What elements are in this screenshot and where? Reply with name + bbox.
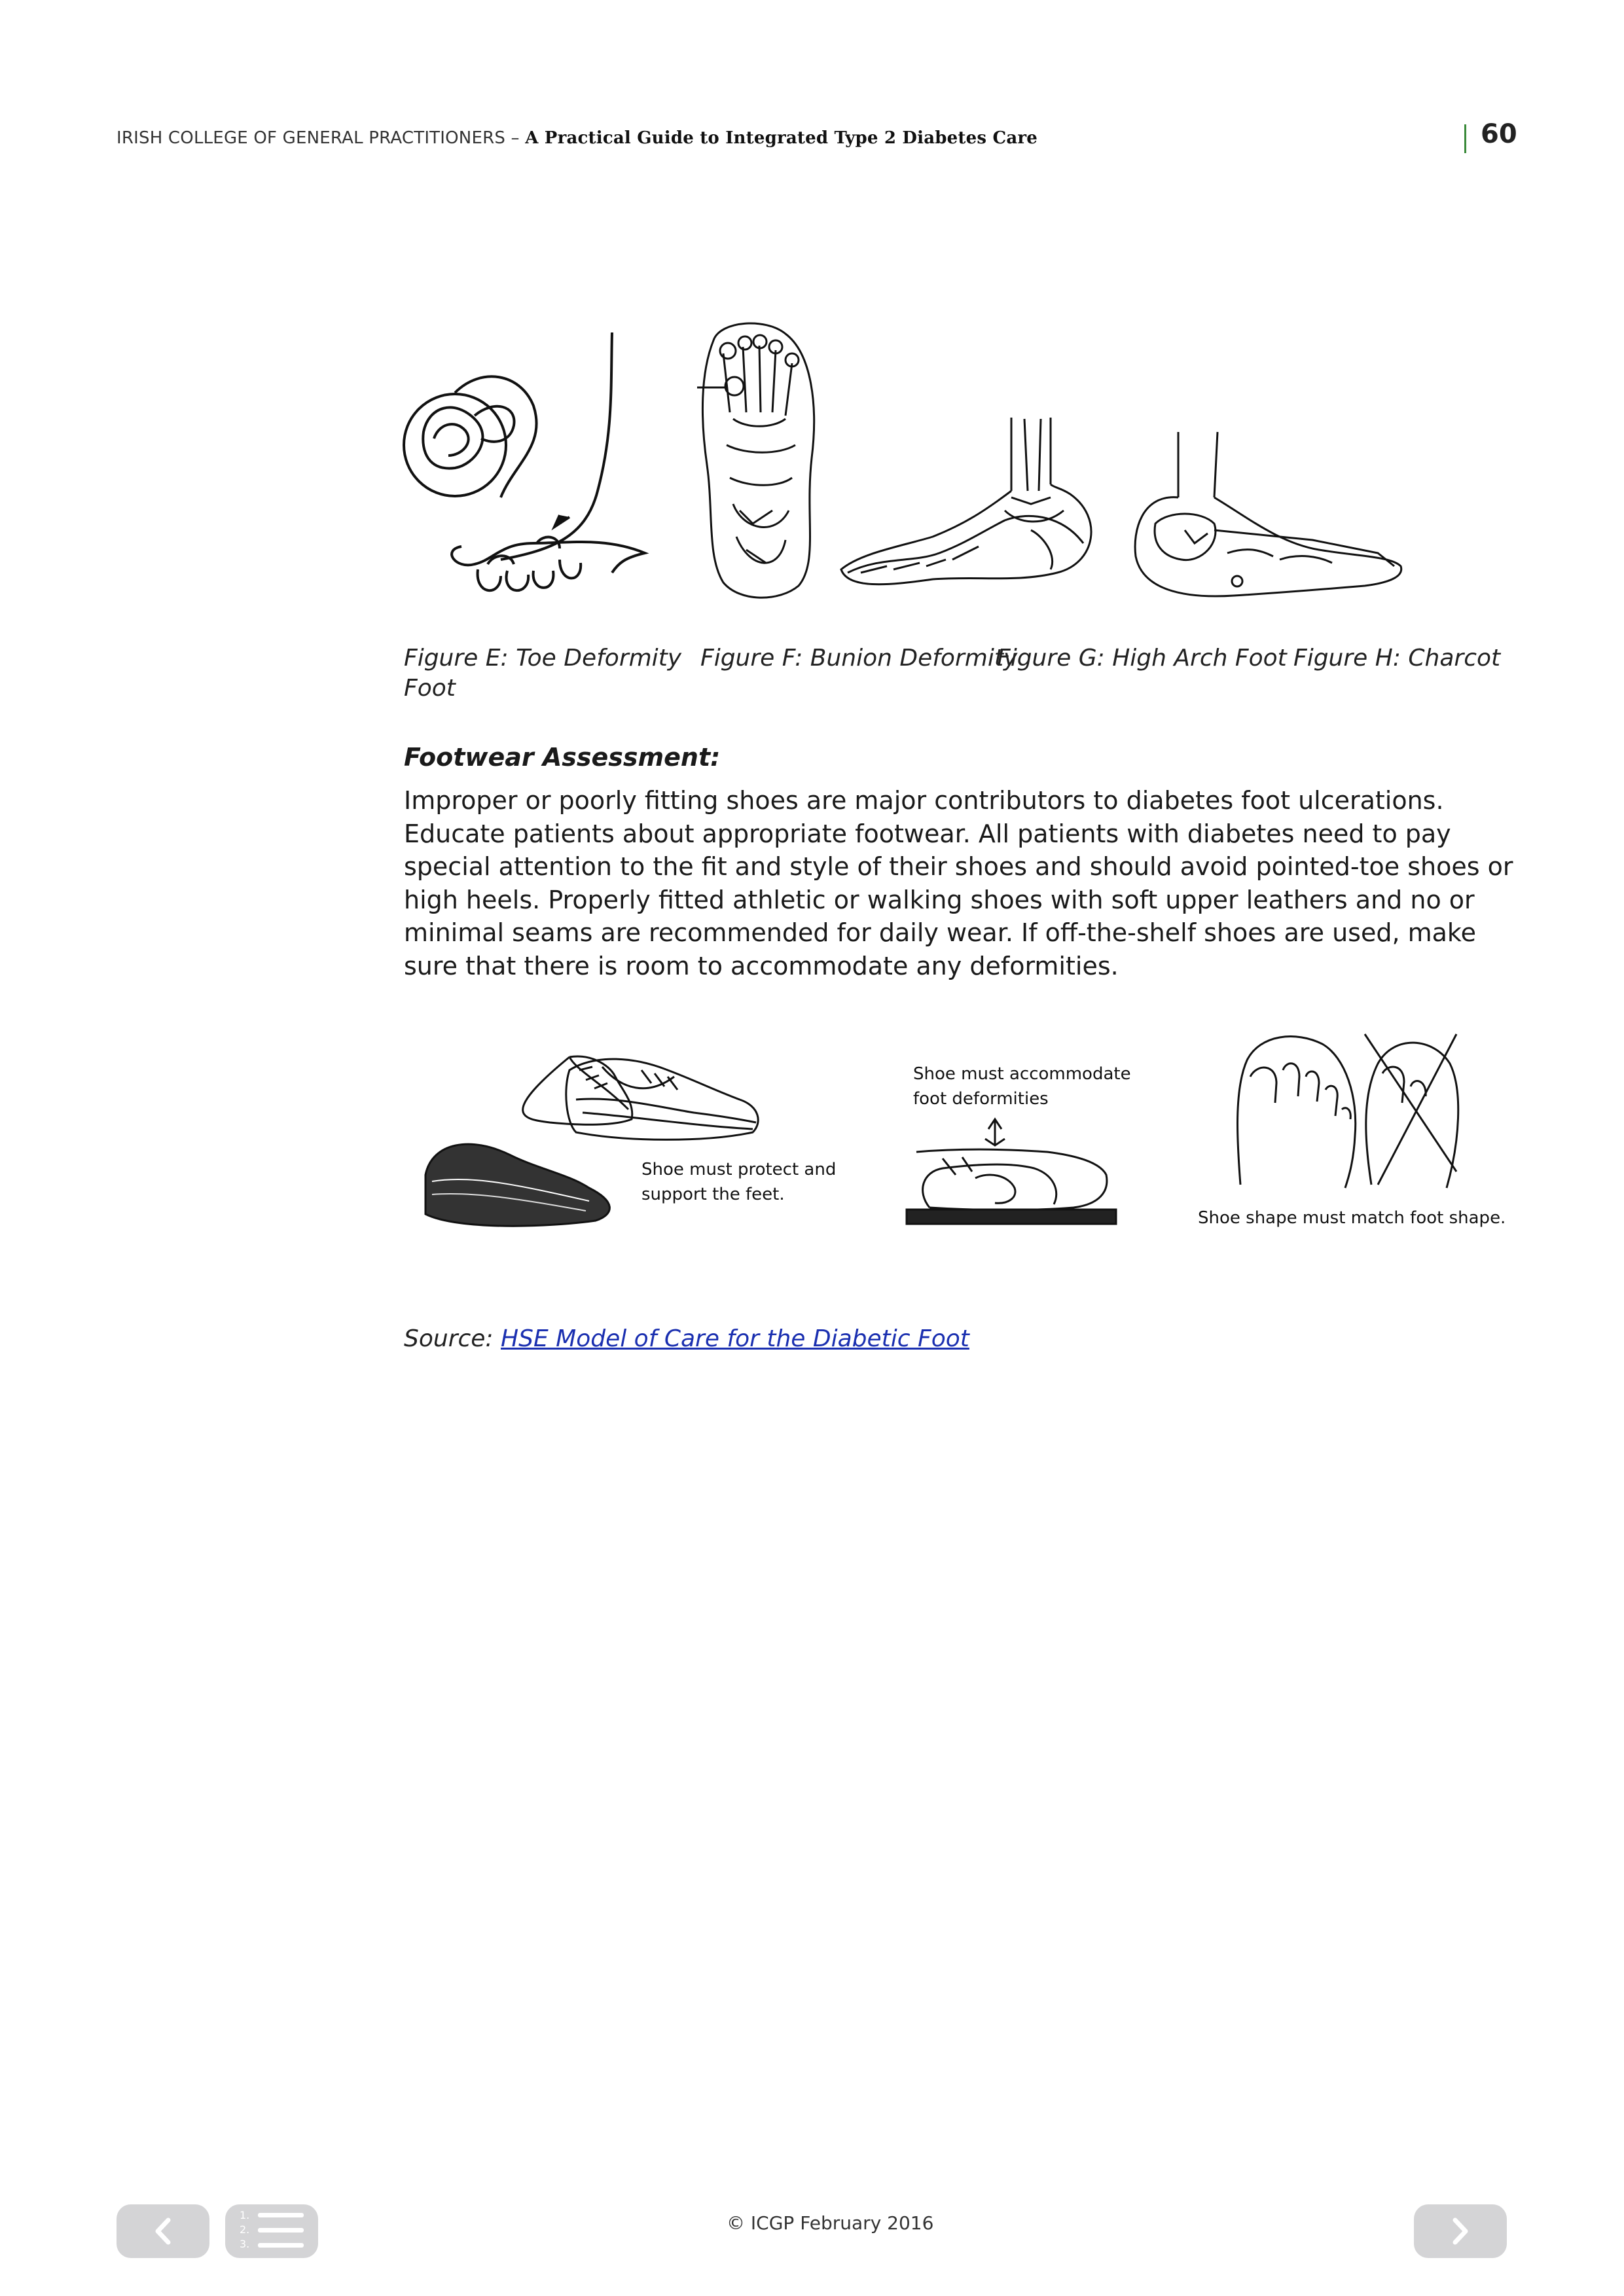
- caption-toe-deformity-line2: Foot: [404, 675, 456, 702]
- header-divider: [1464, 124, 1466, 153]
- label-protect: [641, 1157, 836, 1207]
- table-of-contents-button[interactable]: [225, 2204, 318, 2258]
- caption-high-arch-foot: Figure G: High Arch Foot: [997, 645, 1287, 672]
- source-citation: [404, 1325, 969, 1352]
- page-number: 60: [1481, 119, 1517, 149]
- next-page-button[interactable]: [1414, 2204, 1507, 2258]
- header-org: IRISH COLLEGE OF GENERAL PRACTITIONERS –: [117, 128, 520, 148]
- caption-charcot: Figure H: Charcot: [1293, 645, 1501, 672]
- label-accommodate: [913, 1062, 1131, 1111]
- high-arch-foot-illustration: [835, 412, 1110, 609]
- bunion-deformity-illustration: [687, 314, 838, 602]
- charcot-foot-illustration: [1129, 419, 1411, 609]
- shoe-deformity-illustration: [903, 1113, 1119, 1230]
- label-accommodate-line1: Shoe must accommodate: [913, 1064, 1131, 1084]
- foot-shape-illustration: [1231, 1024, 1466, 1194]
- toc-icon: [236, 2208, 308, 2254]
- label-protect-line2: support the feet.: [641, 1185, 785, 1204]
- toc-number-1: 1.: [240, 2209, 250, 2221]
- label-accommodate-line2: foot deformities: [913, 1089, 1049, 1109]
- toc-number-2: 2.: [240, 2223, 250, 2236]
- source-prefix: Source:: [404, 1325, 494, 1352]
- chevron-left-icon: [150, 2215, 176, 2248]
- caption-toe-deformity-line1: Figure E: Toe Deformity: [404, 645, 682, 672]
- section-heading: Footwear Assessment:: [404, 743, 721, 772]
- footer-copyright: © ICGP February 2016: [727, 2212, 934, 2234]
- running-header: [117, 128, 1038, 148]
- caption-bunion-deformity: Figure F: Bunion Deformity: [700, 645, 1018, 672]
- header-title: A Practical Guide to Integrated Type 2 Diabetes Care: [525, 128, 1038, 148]
- caption-toe-deformity: [404, 643, 681, 704]
- sneaker-illustration: [563, 1050, 766, 1149]
- label-shape: Shoe shape must match foot shape.: [1198, 1208, 1506, 1228]
- chevron-right-icon: [1447, 2215, 1473, 2248]
- label-protect-line1: Shoe must protect and: [641, 1160, 837, 1179]
- toc-number-3: 3.: [240, 2238, 250, 2250]
- source-link[interactable]: HSE Model of Care for the Diabetic Foot: [501, 1325, 969, 1352]
- toe-deformity-illustration: [403, 327, 658, 605]
- body-paragraph: Improper or poorly fitting shoes are major contributors to diabetes foot ulcerations. Educate patients about appropriate footwear. All patients with diabetes need to pay special attention to the fit and style of their shoes and should avoid pointed-toe shoes or high heels. Properly fitted athletic or walking shoes with soft upper leathers and no or minimal seams are recommended for daily wear. If off-the-shelf shoes are used, make sure that there is room to accommodate any deformities.: [404, 786, 1513, 980]
- previous-page-button[interactable]: [117, 2204, 209, 2258]
